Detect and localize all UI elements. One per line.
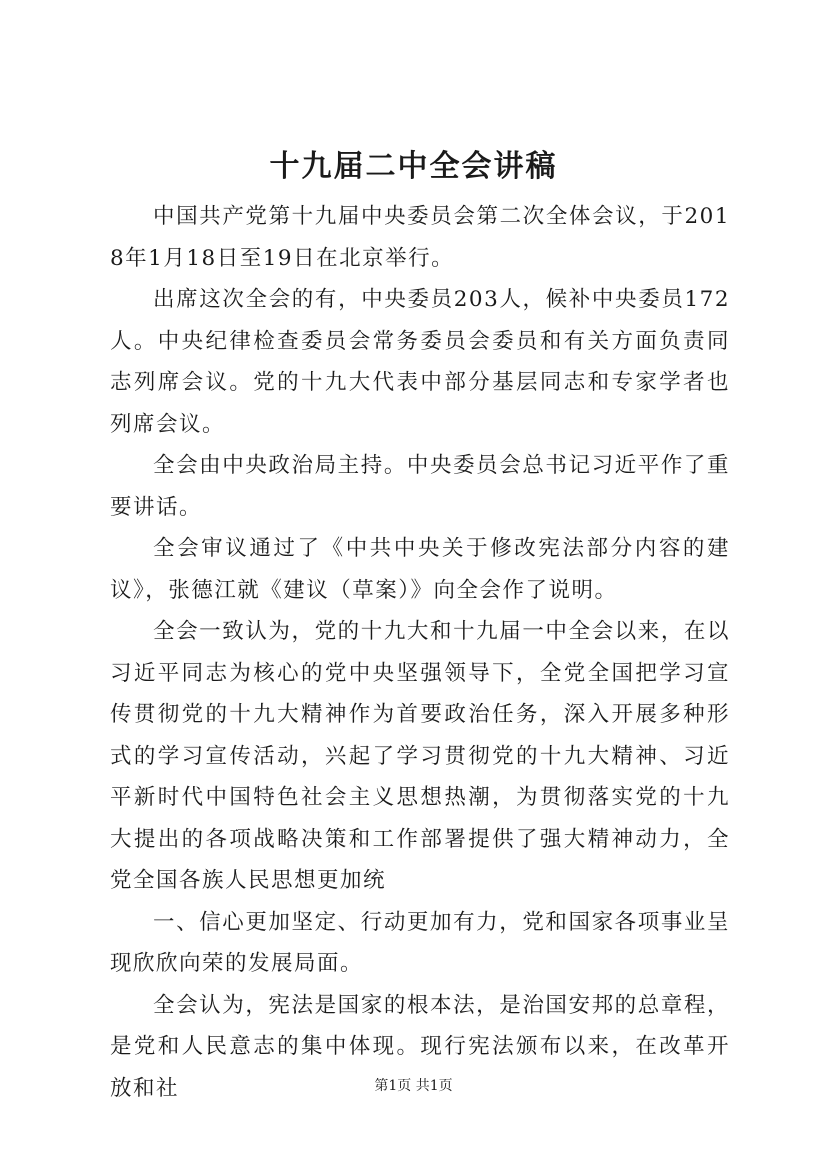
paragraph-4: 全会审议通过了《中共中央关于修改宪法部分内容的建议》，张德江就《建议（草案）》向全会作了说明。: [110, 536, 730, 603]
document-title: 十九届二中全会讲稿: [269, 149, 558, 184]
paragraph-7: 全会认为，宪法是国家的根本法，是治国安邦的总章程，是党和人民意志的集中体现。现行宪法颁布以来，在改革开放和社: [110, 992, 730, 1101]
paragraph-5: 全会一致认为，党的十九大和十九届一中全会以来，在以习近平同志为核心的党中央坚强领导下，全党全国把学习宣传贯彻党的十九大精神作为首要政治任务，深入开展多种形式的学习宣传活动，兴起了学习贯彻党的十九大精神、习近平新时代中国特色社会主义思想热潮，为贯彻落实党的十九大提出的各项战略决策和工作部署提供了强大精神动力，全党全国各族人民思想更加统: [110, 619, 730, 893]
paragraph-6: 一、信心更加坚定、行动更加有力，党和国家各项事业呈现欣欣向荣的发展局面。: [110, 909, 730, 976]
page-footer: 第1页 共1页: [374, 1078, 453, 1094]
paragraph-2: 出席这次全会的有，中央委员203人，候补中央委员172人。中央纪律检查委员会常务委员会委员和有关方面负责同志列席会议。党的十九大代表中部分基层同志和专家学者也列席会议。: [110, 287, 730, 437]
paragraph-3: 全会由中央政治局主持。中央委员会总书记习近平作了重要讲话。: [110, 453, 730, 520]
document-body: [110, 196, 730, 1109]
paragraph-1: 中国共产党第十九届中央委员会第二次全体会议，于2018年1月18日至19日在北京举行。: [110, 204, 730, 271]
